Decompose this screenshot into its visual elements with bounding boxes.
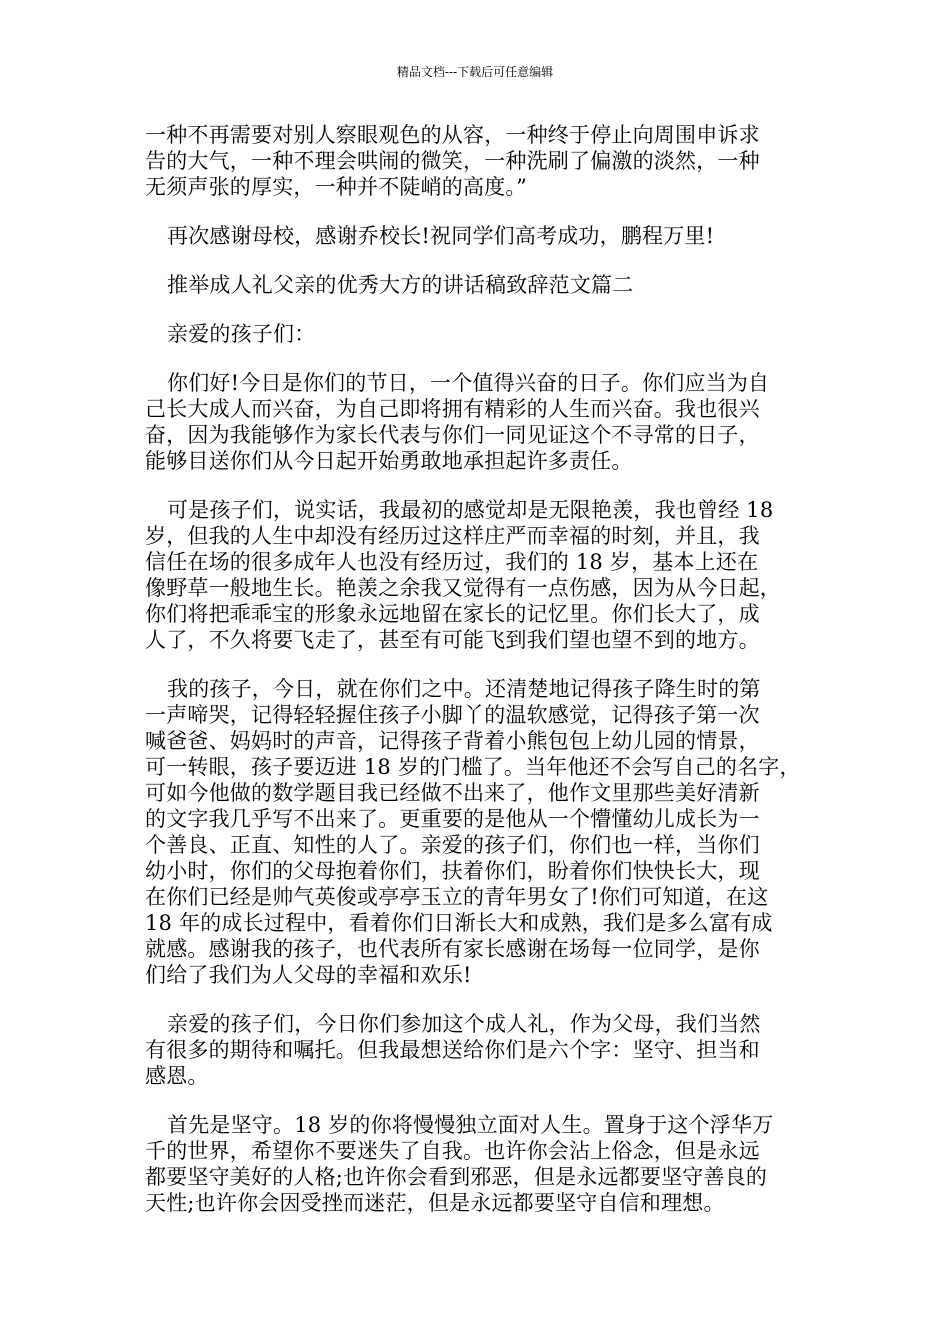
paragraph-line: 的文字我几乎写不出来了。更重要的是他从一个懵懂幼儿成长为一 <box>145 807 760 831</box>
paragraph-line: 18 年的成长过程中，看着你们日渐长大和成熟，我们是多么富有成 <box>145 911 773 935</box>
paragraph-line: 就感。感谢我的孩子，也代表所有家长感谢在场每一位同学，是你 <box>145 937 760 961</box>
paragraph-line: 都要坚守美好的人格;也许你会看到邪恶，但是永远都要坚守善良的 <box>145 1165 768 1189</box>
paragraph <box>145 122 809 200</box>
paragraph-line: 己长大成人而兴奋，为自己即将拥有精彩的人生而兴奋。我也很兴 <box>145 397 760 421</box>
paragraph-line: 感恩。 <box>145 1064 209 1088</box>
paragraph-line: 们给了我们为人父母的幸福和欢乐! <box>145 963 472 987</box>
paragraph-line: 有很多的期待和嘱托。但我最想送给你们是六个字：坚守、担当和 <box>145 1038 760 1062</box>
paragraph-line: 首先是坚守。18 岁的你将慢慢独立面对人生。置身于这个浮华万 <box>167 1113 774 1137</box>
paragraph-line: 像野草一般地生长。艳羡之余我又觉得有一点伤感，因为从今日起， <box>145 576 781 600</box>
paragraph-line: 天性;也许你会因受挫而迷茫，但是永远都要坚守自信和理想。 <box>145 1191 725 1215</box>
paragraph <box>145 676 809 988</box>
paragraph-line: 可一转眼，孩子要迈进 18 岁的门槛了。当年他还不会写自己的名字， <box>145 755 801 779</box>
paragraph-line: 喊爸爸、妈妈时的声音，记得孩子背着小熊包包上幼儿园的情景， <box>145 729 760 753</box>
paragraph <box>145 223 809 249</box>
paragraph-line: 能够目送你们从今日起开始勇敢地承担起许多责任。 <box>145 449 633 473</box>
paragraph-line: 亲爱的孩子们，今日你们参加这个成人礼，作为父母，我们当然 <box>167 1012 761 1036</box>
paragraph-line: 个善良、正直、知性的人了。亲爱的孩子们，你们也一样，当你们 <box>145 833 760 857</box>
paragraph <box>145 497 809 653</box>
paragraph-line: 一种不再需要对别人察眼观色的从容，一种终于停止向周围申诉求 <box>145 123 760 147</box>
paragraph-line: 可是孩子们，说实话，我最初的感觉却是无限艳羡，我也曾经 18 <box>167 498 774 522</box>
paragraph <box>145 321 809 347</box>
paragraph-line: 推举成人礼父亲的优秀大方的讲话稿致辞范文篇二 <box>167 273 634 297</box>
paragraph-line: 人了，不久将要飞走了，甚至有可能飞到我们望也望不到的地方。 <box>145 628 760 652</box>
paragraph-line: 一声啼哭，记得轻轻握住孩子小脚丫的温软感觉，记得孩子第一次 <box>145 703 760 727</box>
paragraph-line: 你们将把乖乖宝的形象永远地留在家长的记忆里。你们长大了，成 <box>145 602 760 626</box>
paragraph-line: 千的世界，希望你不要迷失了自我。也许你会沾上俗念，但是永远 <box>145 1139 760 1163</box>
paragraph <box>145 272 809 298</box>
paragraph <box>145 1112 809 1216</box>
document-body <box>145 122 809 1239</box>
paragraph <box>145 1011 809 1089</box>
paragraph-line: 告的大气，一种不理会哄闹的微笑，一种洗刷了偏激的淡然，一种 <box>145 149 760 173</box>
paragraph-line: 亲爱的孩子们： <box>167 322 316 346</box>
paragraph-line: 幼小时，你们的父母抱着你们，扶着你们，盼着你们快快长大，现 <box>145 859 760 883</box>
paragraph-line: 我的孩子，今日，就在你们之中。还清楚地记得孩子降生时的第 <box>167 677 761 701</box>
paragraph-line: 信任在场的很多成年人也没有经历过，我们的 18 岁，基本上还在 <box>145 550 759 574</box>
paragraph-line: 你们好!今日是你们的节日，一个值得兴奋的日子。你们应当为自 <box>167 371 770 395</box>
paragraph-line: 再次感谢母校，感谢乔校长!祝同学们高考成功，鹏程万里! <box>167 224 715 248</box>
paragraph <box>145 370 809 474</box>
paragraph-line: 在你们已经是帅气英俊或亭亭玉立的青年男女了!你们可知道，在这 <box>145 885 769 909</box>
paragraph-line: 无须声张的厚实，一种并不陡峭的高度。” <box>145 175 528 199</box>
paragraph-line: 可如今他做的数学题目我已经做不出来了，他作文里那些美好清新 <box>145 781 760 805</box>
paragraph-line: 岁，但我的人生中却没有经历过这样庄严而幸福的时刻，并且，我 <box>145 524 760 548</box>
paragraph-line: 奋，因为我能够作为家长代表与你们一同见证这个不寻常的日子， <box>145 423 760 447</box>
page-header: 精品文档---下载后可任意编辑 <box>396 65 554 79</box>
